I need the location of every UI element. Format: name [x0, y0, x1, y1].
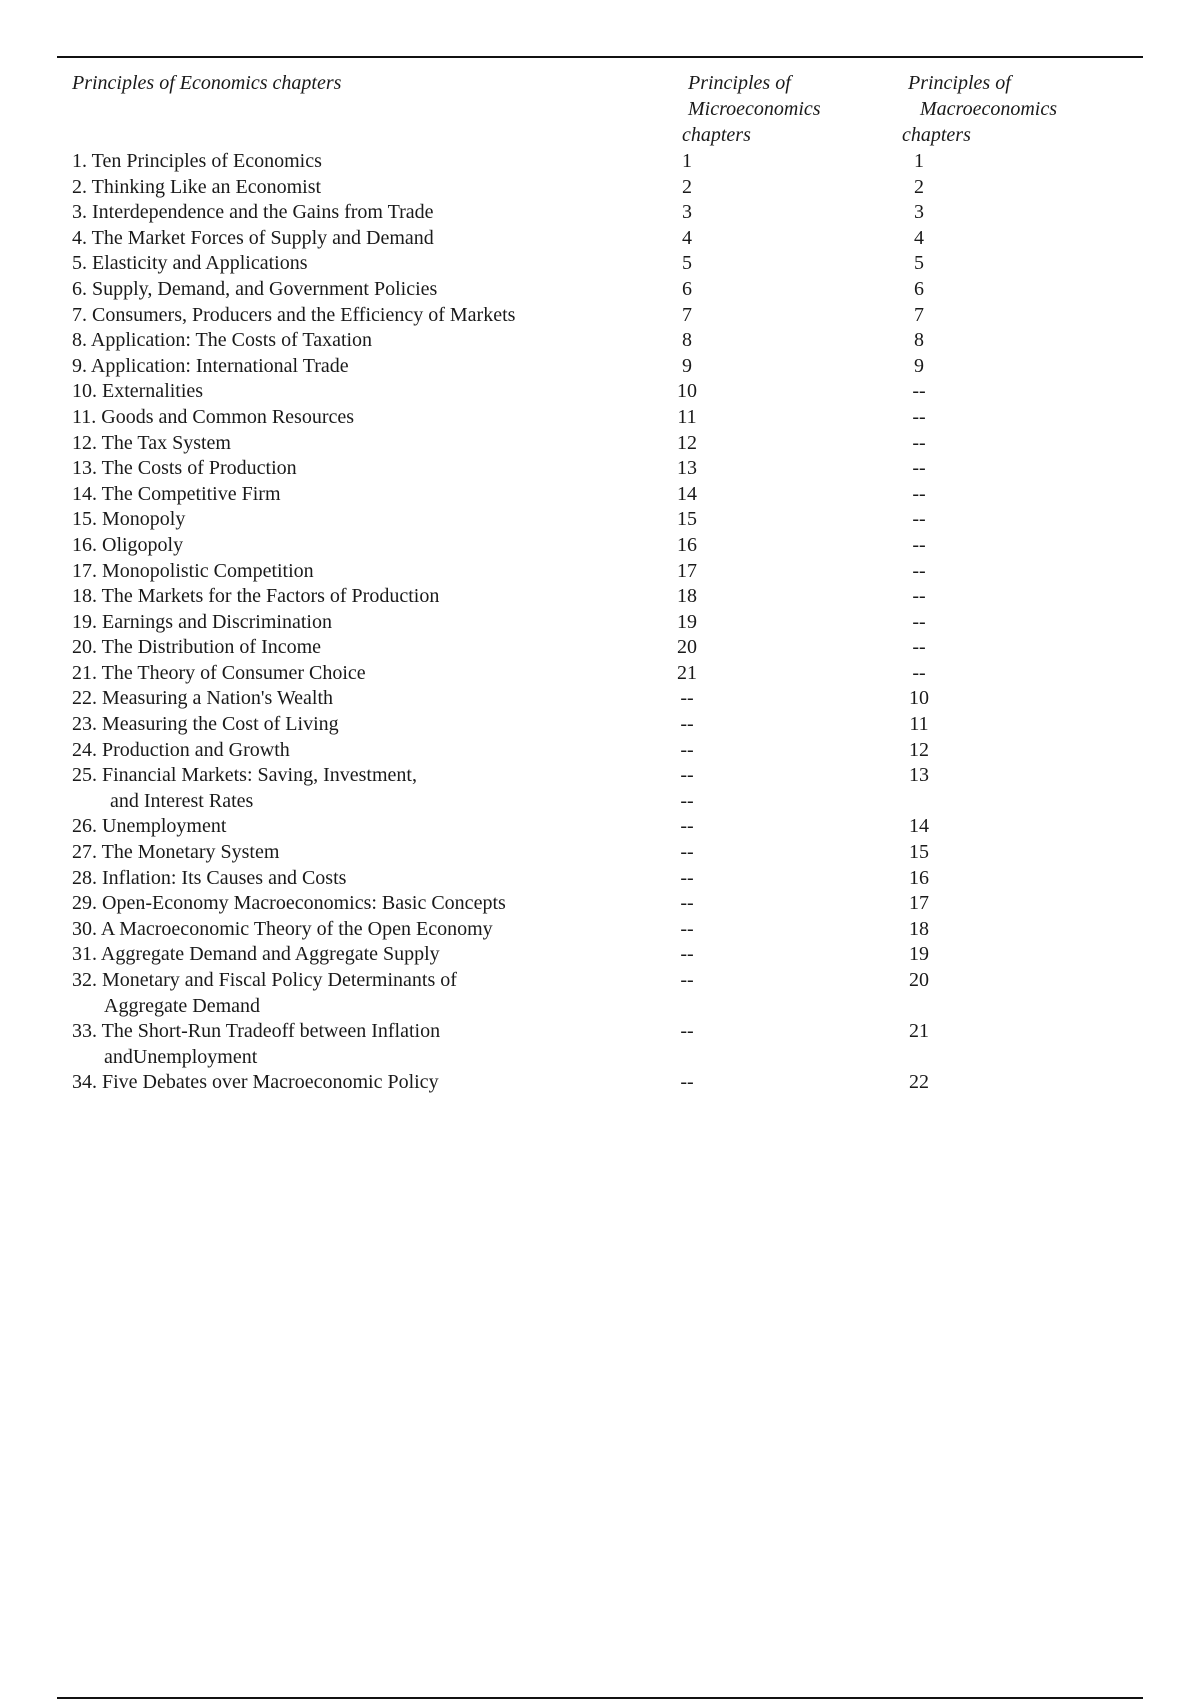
- chapter-table-body: [0, 149, 1200, 1096]
- chapter-title: 23. Measuring the Cost of Living: [72, 713, 339, 736]
- chapter-title: 3. Interdependence and the Gains from Trade: [72, 201, 434, 224]
- chapter-title: 26. Unemployment: [72, 815, 227, 838]
- macro-chapter-number: --: [912, 457, 926, 480]
- chapter-title: 30. A Macroeconomic Theory of the Open Economy: [72, 917, 493, 940]
- macro-chapter-number: --: [912, 431, 926, 454]
- macro-chapter-number: --: [912, 636, 926, 659]
- header-economics-label: Principles of Economics chapters: [72, 72, 342, 94]
- top-rule: [57, 56, 1143, 58]
- micro-chapter-number: 15: [677, 508, 697, 531]
- table-header: [0, 68, 1200, 152]
- macro-chapter-number: 11: [909, 713, 929, 736]
- micro-chapter-number: --: [680, 738, 694, 761]
- table-row: [0, 942, 1200, 968]
- table-row: [0, 482, 1200, 508]
- chapter-title: 7. Consumers, Producers and the Efficiency of Markets: [72, 303, 516, 326]
- bottom-rule: [57, 1697, 1143, 1699]
- table-row-continuation: [0, 789, 1200, 815]
- chapter-title: 9. Application: International Trade: [72, 354, 349, 377]
- macro-chapter-number: 12: [909, 738, 929, 761]
- micro-chapter-number: 3: [682, 201, 692, 224]
- chapter-title: 31. Aggregate Demand and Aggregate Supply: [72, 943, 440, 966]
- macro-chapter-number: 19: [909, 943, 929, 966]
- macro-chapter-number: --: [912, 508, 926, 531]
- micro-chapter-number: 16: [677, 533, 697, 556]
- macro-chapter-number: --: [912, 559, 926, 582]
- table-row: [0, 1019, 1200, 1045]
- chapter-title: 21. The Theory of Consumer Choice: [72, 661, 366, 684]
- table-row: [0, 175, 1200, 201]
- micro-chapter-number: 19: [677, 610, 697, 633]
- micro-chapter-number: --: [680, 969, 694, 991]
- macro-chapter-number: 8: [914, 329, 924, 352]
- header-micro-line-1: Principles of: [688, 72, 791, 94]
- macro-chapter-number: 7: [914, 303, 924, 326]
- table-row: [0, 712, 1200, 738]
- table-row: [0, 1070, 1200, 1096]
- table-row-continuation: [0, 994, 1200, 1020]
- chapter-title: 10. Externalities: [72, 380, 204, 403]
- table-row: [0, 149, 1200, 175]
- chapter-title: 20. The Distribution of Income: [72, 636, 322, 659]
- micro-chapter-number: 9: [682, 354, 692, 377]
- macro-chapter-number: --: [912, 482, 926, 505]
- macro-chapter-number: 6: [914, 277, 924, 300]
- header-macro-chapters: [902, 70, 1088, 148]
- chapter-title: 19. Earnings and Discrimination: [72, 610, 332, 633]
- macro-chapter-number: 2: [914, 175, 924, 198]
- chapter-title: 18. The Markets for the Factors of Production: [72, 585, 440, 608]
- micro-chapter-number: 4: [682, 226, 692, 249]
- chapter-title: 11. Goods and Common Resources: [72, 405, 355, 428]
- table-row: [0, 584, 1200, 610]
- table-row: [0, 917, 1200, 943]
- micro-chapter-number: 2: [682, 175, 692, 198]
- table-row: [0, 200, 1200, 226]
- macro-chapter-number: 21: [909, 1020, 929, 1043]
- table-row: [0, 968, 1200, 994]
- chapter-title: 27. The Monetary System: [72, 841, 280, 864]
- table-row: [0, 763, 1200, 789]
- table-row: [0, 866, 1200, 892]
- header-economics-chapters: [72, 70, 341, 96]
- table-row: [0, 533, 1200, 559]
- macro-chapter-number: 3: [914, 201, 924, 224]
- macro-chapter-number: --: [912, 380, 926, 403]
- chapter-title: 25. Financial Markets: Saving, Investment,: [72, 764, 417, 787]
- micro-chapter-number: --: [680, 1071, 694, 1094]
- macro-chapter-number: 14: [909, 815, 929, 838]
- macro-chapter-number: 17: [909, 892, 929, 915]
- table-row: [0, 686, 1200, 712]
- chapter-title: 29. Open-Economy Macroeconomics: Basic Concepts: [72, 892, 506, 915]
- macro-chapter-number: --: [912, 585, 926, 608]
- table-row: [0, 507, 1200, 533]
- micro-chapter-number: 20: [677, 636, 697, 659]
- macro-chapter-number: --: [912, 405, 926, 428]
- micro-chapter-number: --: [680, 917, 694, 940]
- macro-chapter-number: 5: [914, 252, 924, 275]
- micro-chapter-number: 21: [677, 661, 697, 684]
- chapter-title: 14. The Competitive Firm: [72, 482, 281, 505]
- micro-chapter-number: 14: [677, 482, 697, 505]
- micro-chapter-number: --: [680, 713, 694, 736]
- chapter-title: 5. Elasticity and Applications: [72, 252, 308, 275]
- chapter-title: 32. Monetary and Fiscal Policy Determinants of: [72, 969, 457, 991]
- macro-chapter-number: 10: [909, 687, 929, 710]
- macro-chapter-number: 18: [909, 917, 929, 940]
- table-row: [0, 226, 1200, 252]
- macro-chapter-number: 16: [909, 866, 929, 889]
- micro-chapter-number: --: [680, 841, 694, 864]
- chapter-title: 2. Thinking Like an Economist: [72, 175, 322, 198]
- header-micro-line-2: Microeconomics: [688, 98, 821, 120]
- micro-chapter-number: 10: [677, 380, 697, 403]
- table-row: [0, 891, 1200, 917]
- macro-chapter-number: 1: [914, 150, 924, 172]
- chapter-title: 22. Measuring a Nation's Wealth: [72, 687, 334, 710]
- table-row: [0, 277, 1200, 303]
- header-macro-line-2: Macroeconomics: [920, 98, 1057, 120]
- micro-chapter-number: --: [680, 687, 694, 710]
- macro-chapter-number: 22: [909, 1071, 929, 1094]
- micro-chapter-number: --: [680, 892, 694, 915]
- micro-chapter-number: --: [680, 815, 694, 838]
- macro-chapter-number: 13: [909, 764, 929, 787]
- micro-chapter-number: --: [680, 866, 694, 889]
- macro-chapter-number: --: [912, 661, 926, 684]
- micro-chapter-number: --: [680, 764, 694, 787]
- table-row: [0, 559, 1200, 585]
- micro-chapter-number: 7: [682, 303, 692, 326]
- table-row-continuation: [0, 1045, 1200, 1071]
- micro-chapter-number: 13: [677, 457, 697, 480]
- macro-chapter-number: 15: [909, 841, 929, 864]
- chapter-title: 16. Oligopoly: [72, 533, 184, 556]
- table-row: [0, 610, 1200, 636]
- micro-chapter-number: 12: [677, 431, 697, 454]
- table-row: [0, 379, 1200, 405]
- chapter-title: 17. Monopolistic Competition: [72, 559, 314, 582]
- micro-chapter-number: --: [680, 943, 694, 966]
- table-row: [0, 328, 1200, 354]
- chapter-title: 24. Production and Growth: [72, 738, 290, 761]
- chapter-title: 13. The Costs of Production: [72, 457, 297, 480]
- micro-chapter-number: --: [680, 789, 694, 812]
- macro-chapter-number: --: [912, 533, 926, 556]
- table-row: [0, 431, 1200, 457]
- header-micro-line-3: chapters: [682, 124, 751, 146]
- chapter-title: 8. Application: The Costs of Taxation: [72, 329, 373, 352]
- table-row: [0, 814, 1200, 840]
- chapter-title: 6. Supply, Demand, and Government Policies: [72, 277, 438, 300]
- micro-chapter-number: 1: [682, 150, 692, 172]
- micro-chapter-number: 6: [682, 277, 692, 300]
- micro-chapter-number: 11: [677, 405, 697, 428]
- chapter-title: Aggregate Demand: [104, 994, 261, 1017]
- table-row: [0, 303, 1200, 329]
- table-row: [0, 738, 1200, 764]
- header-micro-chapters: [682, 70, 858, 148]
- macro-chapter-number: 20: [909, 969, 929, 991]
- micro-chapter-number: --: [680, 1020, 694, 1043]
- chapter-title: andUnemployment: [104, 1045, 258, 1068]
- chapter-title: 12. The Tax System: [72, 431, 231, 454]
- table-row: [0, 840, 1200, 866]
- chapter-title: 15. Monopoly: [72, 508, 186, 531]
- chapter-title: 4. The Market Forces of Supply and Demand: [72, 226, 434, 249]
- table-row: [0, 456, 1200, 482]
- micro-chapter-number: 8: [682, 329, 692, 352]
- chapter-title: 1. Ten Principles of Economics: [72, 150, 322, 172]
- header-macro-line-3: chapters: [902, 124, 971, 146]
- table-row: [0, 635, 1200, 661]
- table-row: [0, 405, 1200, 431]
- macro-chapter-number: 9: [914, 354, 924, 377]
- macro-chapter-number: --: [912, 610, 926, 633]
- header-macro-line-1: Principles of: [908, 72, 1011, 94]
- chapter-title: 28. Inflation: Its Causes and Costs: [72, 866, 347, 889]
- micro-chapter-number: 5: [682, 252, 692, 275]
- micro-chapter-number: 18: [677, 585, 697, 608]
- table-row: [0, 251, 1200, 277]
- macro-chapter-number: 4: [914, 226, 924, 249]
- micro-chapter-number: 17: [677, 559, 697, 582]
- table-row: [0, 354, 1200, 380]
- chapter-title: and Interest Rates: [110, 789, 254, 812]
- chapter-title: 34. Five Debates over Macroeconomic Policy: [72, 1071, 439, 1094]
- table-row: [0, 661, 1200, 687]
- chapter-title: 33. The Short-Run Tradeoff between Inflation: [72, 1020, 441, 1043]
